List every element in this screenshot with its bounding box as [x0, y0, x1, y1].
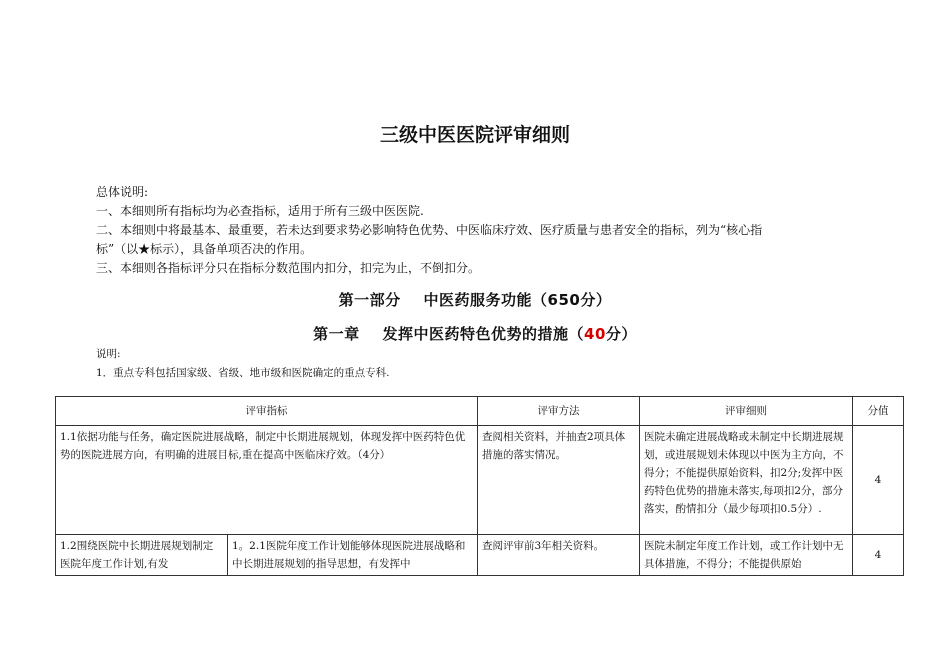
method-cell: 查阅相关资料，并抽查2项具体措施的落实情况。 — [478, 426, 640, 535]
chapter-score: 40 — [584, 325, 606, 343]
chapter-notes-heading: 说明: — [96, 348, 121, 360]
part-name: 中医药服务功能（650分） — [423, 291, 612, 309]
general-note-line: 三、本细则各指标评分只在指标分数范围内扣分，扣完为止，不倒扣分。 — [96, 261, 481, 275]
chapter-name-suffix: 分） — [605, 325, 637, 343]
header-score: 分值 — [853, 397, 904, 426]
indicator-cell: 1.2围绕医院中长期进展规划制定医院年度工作计划,有发 — [56, 535, 228, 576]
score-cell: 4 — [853, 426, 904, 535]
chapter-heading — [0, 323, 950, 344]
general-notes — [96, 183, 866, 278]
detail-cell: 医院未制定年度工作计划，或工作计划中无具体措施，不得分；不能提供原始 — [640, 535, 853, 576]
indicator-cell: 1.1依据功能与任务，确定医院进展战略，制定中长期进展规划，体现发挥中医药特色优势的医院进展方向，有明确的进展目标,重在提高中医临床疗效。（4分） — [56, 426, 478, 535]
header-detail: 评审细则 — [640, 397, 853, 426]
general-note-line: 标”（以★标示），具备单项否决的作用。 — [96, 242, 313, 256]
chapter-notes — [96, 345, 856, 383]
sub-indicator-cell: 1。2.1医院年度工作计划能够体现医院进展战略和中长期进展规划的指导思想，有发挥中 — [228, 535, 478, 576]
document-title: 三级中医医院评审细则 — [379, 124, 570, 146]
table-row — [56, 426, 904, 535]
chapter-name: 发挥中医药特色优势的措施（ — [382, 325, 585, 343]
table-header-row — [56, 397, 904, 426]
chapter-note-item: 1．重点专科包括国家级、省级、地市级和医院确定的重点专科. — [96, 367, 390, 379]
detail-cell: 医院未确定进展战略或未制定中长期进展规划，或进展规划未体现以中医为主方向，不得分；不能提供原始资料，扣2分;发挥中医药特色优势的措施未落实,每项扣2分，部分落实，酌情扣分（最少每项扣0.5分）. — [640, 426, 853, 535]
criteria-table — [55, 396, 904, 576]
general-note-line: 一、本细则所有指标均为必查指标，适用于所有三级中医医院. — [96, 204, 424, 218]
general-note-line: 二、本细则中将最基本、最重要，若未达到要求势必影响特色优势、中医临床疗效、医疗质量与患者安全的指标，列为“核心指 — [96, 223, 763, 237]
part-label: 第一部分 — [338, 291, 401, 309]
method-cell: 查阅评审前3年相关资料。 — [478, 535, 640, 576]
header-method: 评审方法 — [478, 397, 640, 426]
chapter-label: 第一章 — [313, 325, 360, 343]
score-cell: 4 — [853, 535, 904, 576]
table-row — [56, 535, 904, 576]
part-heading — [0, 289, 950, 310]
general-notes-heading: 总体说明: — [96, 185, 149, 199]
header-indicator: 评审指标 — [56, 397, 478, 426]
